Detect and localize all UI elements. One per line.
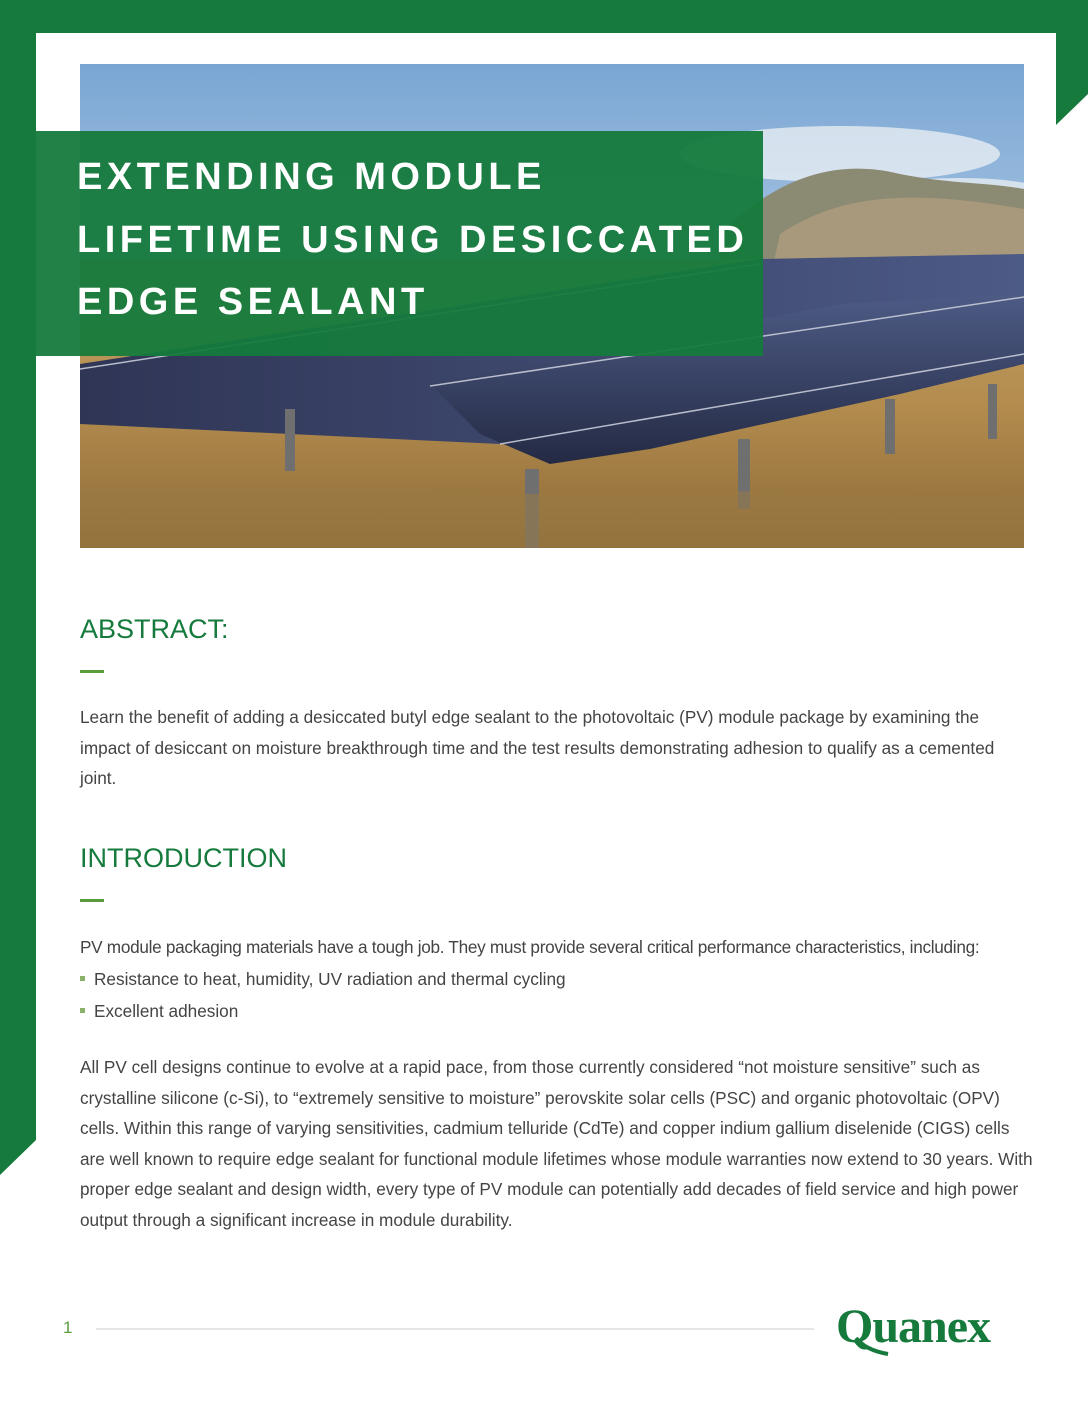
quanex-logo — [836, 1296, 1036, 1358]
title-line-1: EXTENDING MODULE — [77, 156, 546, 198]
frame-right-corner — [1056, 0, 1088, 125]
title-band — [0, 131, 763, 356]
introduction-dash — [80, 899, 104, 902]
abstract-body: Learn the benefit of adding a desiccated butyl edge sealant to the photovoltaic (PV) module package by examining the impact of desiccant on moisture breakthrough time and the test results demonstrating adhesion to qualify as a cemented joint. — [80, 707, 995, 788]
bullet-text: Excellent adhesion — [94, 1001, 239, 1021]
title-line-2: LIFETIME USING DESICCATED — [77, 219, 749, 261]
introduction-body: All PV cell designs continue to evolve at a rapid pace, from those currently considered “not moisture sensitive” such as crystalline silicone (c-Si), to “extremely sensitive to moisture” perovskite solar cells (PSC) and organic photovoltaic (OPV) cells. Within this range of varying sensitivities, cadmium telluride (CdTe) and copper indium gallium diselenide (CIGS) cells are well known to require edge sealant for functional module lifetimes whose module warranties now extend to 30 years. With proper edge sealant and design width, every type of PV module can potentially add decades of field service and high power output through a significant increase in module durability. — [80, 1057, 1033, 1230]
abstract-dash — [80, 670, 104, 673]
logo-wordmark: Quanex — [836, 1300, 991, 1353]
list-item — [80, 968, 566, 990]
page-number: 1 — [63, 1318, 73, 1337]
title-line-3: EDGE SEALANT — [77, 281, 429, 323]
bullet-text: Resistance to heat, humidity, UV radiation and thermal cycling — [94, 969, 566, 989]
footer-divider — [96, 1328, 814, 1330]
introduction-heading: INTRODUCTION — [80, 843, 287, 873]
bullet-square-icon — [80, 1008, 85, 1013]
abstract-heading: ABSTRACT: — [80, 614, 229, 644]
bullet-square-icon — [80, 976, 85, 981]
list-item — [80, 1000, 238, 1022]
frame-top-bar — [0, 0, 1088, 33]
introduction-lead: PV module packaging materials have a tough job. They must provide several critical performance characteristics, including: — [80, 937, 980, 957]
